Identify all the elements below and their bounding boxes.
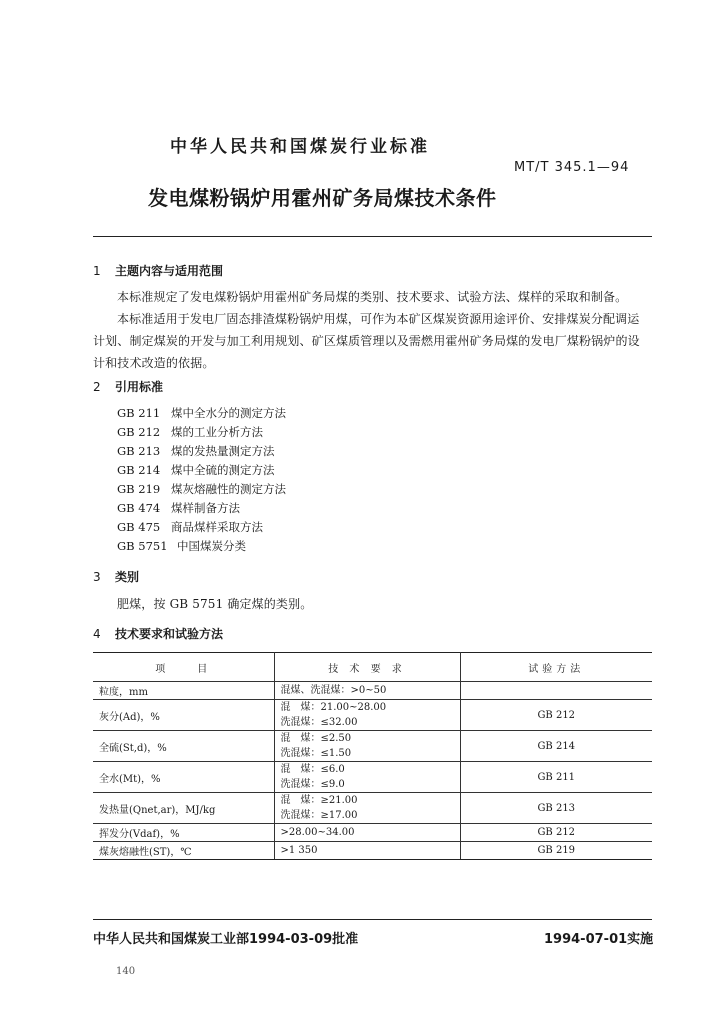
effective-date: 1994-07-01实施 bbox=[544, 932, 654, 947]
reference-code: GB 5751 bbox=[117, 539, 168, 553]
method-cell: GB 211 bbox=[460, 762, 652, 793]
standard-type: 中华人民共和国煤炭行业标准 bbox=[170, 137, 430, 157]
section-1-heading bbox=[93, 262, 223, 279]
method-cell: GB 212 bbox=[460, 700, 652, 731]
table-row bbox=[93, 682, 652, 700]
reference-name: 煤灰熔融性的测定方法 bbox=[171, 482, 286, 496]
reference-code: GB 475 bbox=[117, 520, 161, 534]
requirement-cell bbox=[274, 731, 460, 762]
section-4-heading bbox=[93, 625, 223, 642]
reference-name: 中国煤炭分类 bbox=[177, 539, 246, 553]
page-number: 140 bbox=[116, 966, 136, 977]
reference-code: GB 474 bbox=[117, 501, 161, 515]
item-cell: 灰分(Ad)，% bbox=[93, 700, 274, 731]
document-title: 发电煤粉锅炉用霍州矿务局煤技术条件 bbox=[148, 186, 497, 210]
requirement-line: >1 350 bbox=[280, 845, 318, 856]
section-title: 技术要求和试验方法 bbox=[115, 627, 224, 641]
section-number: 1 bbox=[93, 264, 101, 278]
section-3-heading bbox=[93, 568, 139, 585]
requirement-line: 混煤、洗混煤：>0~50 bbox=[280, 685, 387, 696]
requirement-line: 洗混煤：≤1.50 bbox=[280, 748, 352, 759]
reference-name: 煤的工业分析方法 bbox=[171, 425, 263, 439]
reference-name: 煤中全水分的测定方法 bbox=[171, 406, 286, 420]
reference-name: 煤样制备方法 bbox=[171, 501, 240, 515]
table-row bbox=[93, 842, 652, 860]
footer-rule bbox=[93, 919, 652, 920]
reference-item bbox=[117, 443, 275, 459]
section-title: 类别 bbox=[115, 570, 140, 584]
section-2-heading bbox=[93, 378, 163, 395]
column-header-item: 项 目 bbox=[93, 653, 274, 682]
reference-item bbox=[117, 462, 275, 478]
approval-note: 中华人民共和国煤炭工业部1994-03-09批准 bbox=[93, 932, 359, 947]
method-cell: GB 214 bbox=[460, 731, 652, 762]
reference-item bbox=[117, 424, 263, 440]
reference-name: 煤的发热量测定方法 bbox=[171, 444, 275, 458]
method-cell: GB 212 bbox=[460, 824, 652, 842]
item-cell: 煤灰熔融性(ST)，℃ bbox=[93, 842, 274, 860]
reference-item bbox=[117, 405, 286, 421]
reference-name: 商品煤样采取方法 bbox=[171, 520, 263, 534]
technical-requirements-table bbox=[93, 652, 652, 860]
section-3-paragraph: 肥煤，按 GB 5751 确定煤的类别。 bbox=[117, 597, 313, 611]
reference-code: GB 212 bbox=[117, 425, 161, 439]
reference-name: 煤中全硫的测定方法 bbox=[171, 463, 275, 477]
table-row bbox=[93, 824, 652, 842]
item-cell: 挥发分(Vdaf)，% bbox=[93, 824, 274, 842]
column-header-method: 试验方法 bbox=[460, 653, 652, 682]
column-header-requirement: 技 术 要 求 bbox=[274, 653, 460, 682]
reference-code: GB 219 bbox=[117, 482, 161, 496]
requirement-cell bbox=[274, 700, 460, 731]
table-row bbox=[93, 731, 652, 762]
reference-item bbox=[117, 500, 240, 516]
reference-item bbox=[117, 481, 286, 497]
method-cell bbox=[460, 682, 652, 700]
method-cell: GB 219 bbox=[460, 842, 652, 860]
requirement-line: 洗混煤：≤9.0 bbox=[280, 779, 345, 790]
requirement-cell bbox=[274, 793, 460, 824]
requirement-line: 混 煤：21.00~28.00 bbox=[280, 702, 387, 713]
requirement-cell bbox=[274, 762, 460, 793]
table-header-row bbox=[93, 653, 652, 682]
section-title: 主题内容与适用范围 bbox=[115, 264, 224, 278]
header-rule bbox=[93, 236, 652, 237]
requirement-line: 混 煤：≤2.50 bbox=[280, 733, 352, 744]
requirement-cell bbox=[274, 682, 460, 700]
section-number: 3 bbox=[93, 570, 101, 584]
reference-code: GB 214 bbox=[117, 463, 161, 477]
requirement-line: 洗混煤：≤32.00 bbox=[280, 717, 358, 728]
section-title: 引用标准 bbox=[115, 380, 164, 394]
table-row bbox=[93, 762, 652, 793]
table-row bbox=[93, 793, 652, 824]
section-number: 2 bbox=[93, 380, 101, 394]
table-row bbox=[93, 700, 652, 731]
requirement-line: >28.00~34.00 bbox=[280, 827, 355, 838]
reference-item bbox=[117, 538, 246, 554]
standard-code: MT/T 345.1—94 bbox=[514, 160, 630, 175]
item-cell: 发热量(Qnet,ar)，MJ/kg bbox=[93, 793, 274, 824]
requirement-line: 混 煤：≥21.00 bbox=[280, 795, 358, 806]
reference-code: GB 211 bbox=[117, 406, 161, 420]
item-cell: 全硫(St,d)，% bbox=[93, 731, 274, 762]
requirement-cell bbox=[274, 824, 460, 842]
reference-code: GB 213 bbox=[117, 444, 161, 458]
section-1-paragraph-2: 本标准适用于发电厂固态排渣煤粉锅炉用煤，可作为本矿区煤炭资源用途评价、安排煤炭分配调运计划、制定煤炭的开发与加工利用规划、矿区煤质管理以及需燃用霍州矿务局煤的发电厂煤粉锅炉的设计和技术改造的依据。 bbox=[93, 312, 640, 370]
section-number: 4 bbox=[93, 627, 101, 641]
section-1-paragraph-1: 本标准规定了发电煤粉锅炉用霍州矿务局煤的类别、技术要求、试验方法、煤样的采取和制备。 bbox=[117, 290, 628, 304]
reference-item bbox=[117, 519, 263, 535]
requirement-cell bbox=[274, 842, 460, 860]
requirement-line: 混 煤：≤6.0 bbox=[280, 764, 345, 775]
item-cell: 粒度，mm bbox=[93, 682, 274, 700]
item-cell: 全水(Mt)，% bbox=[93, 762, 274, 793]
method-cell: GB 213 bbox=[460, 793, 652, 824]
requirement-line: 洗混煤：≥17.00 bbox=[280, 810, 358, 821]
